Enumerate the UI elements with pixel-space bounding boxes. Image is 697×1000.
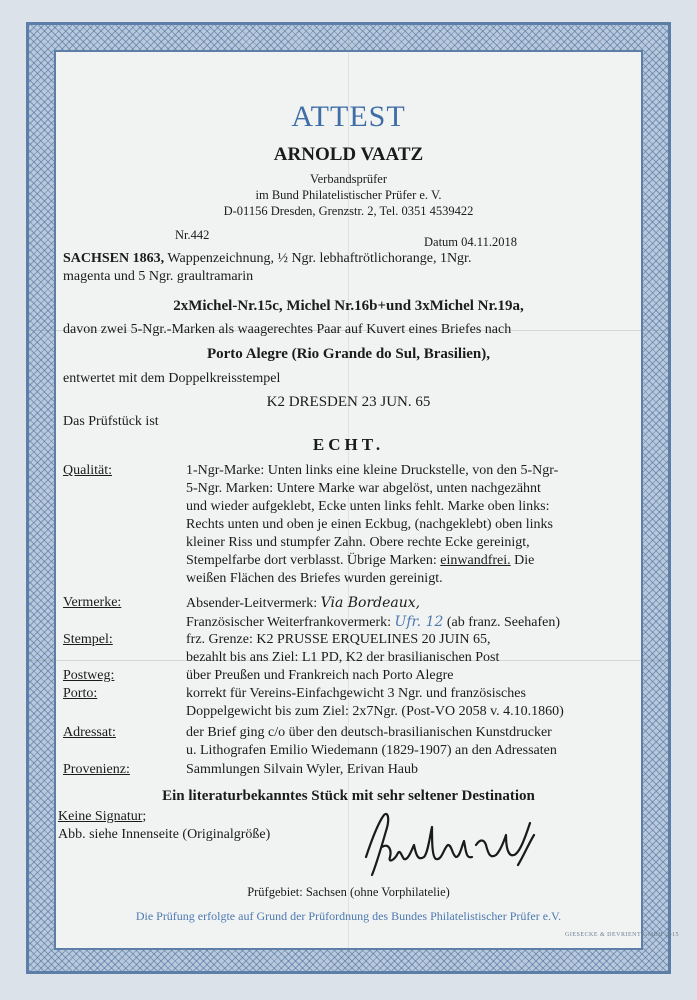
description-line-6: entwertet mit dem Doppelkreisstempel — [63, 371, 281, 386]
certificate-date — [424, 233, 517, 251]
certificate-number — [175, 226, 209, 244]
examination-field: Prüfgebiet: Sachsen (ohne Vorphilatelie) — [247, 885, 450, 899]
quality-label: Qualität: — [63, 463, 112, 478]
quality-line — [186, 552, 534, 570]
notes-routing: Via Bordeaux, — [320, 595, 421, 611]
examiner-role: Verbandsprüfer — [309, 172, 388, 186]
date-label: Datum — [424, 235, 459, 249]
verdict: ECHT. — [312, 435, 385, 454]
route-line: über Preußen und Frankreich nach Porto Alegre — [186, 668, 454, 683]
catalog-numbers: 2xMichel-Nr.15c, Michel Nr.16b+und 3xMichel Nr.19a, — [173, 298, 524, 314]
date-value: 04.11.2018 — [461, 235, 517, 249]
postmark-line: bezahlt bis ans Ziel: L1 PD, K2 der brasilianischen Post — [186, 650, 500, 665]
notes-forwarding-label: Französischer Weiterfrankovermerk: — [186, 615, 392, 630]
notes-sender-label: Absender-Leitvermerk: — [186, 596, 318, 611]
notes-forwarding-mark: Ufr. 12 — [394, 614, 444, 630]
postmark-label: Stempel: — [63, 632, 113, 647]
examiner-address: D-01156 Dresden, Grenzstr. 2, Tel. 0351 4539422 — [223, 204, 474, 218]
provenance-label: Provenienz: — [63, 762, 130, 777]
association: im Bund Philatelistischer Prüfer e. V. — [255, 188, 442, 202]
quality-line-text: Stempelfarbe dort verblasst. Übrige Marken: — [186, 553, 437, 568]
signature-note-punct: ; — [142, 809, 147, 824]
examiner-name: ARNOLD VAATZ — [273, 144, 424, 165]
certificate-title: ATTEST — [291, 100, 406, 133]
quality-line: 1-Ngr-Marke: Unten links eine kleine Druckstelle, von den 5-Ngr- — [186, 463, 559, 478]
illustration-note: Abb. siehe Innenseite (Originalgröße) — [58, 827, 271, 842]
quality-line: Rechts unten und oben je einen Eckbug, (nachgeklebt) oben links — [186, 517, 554, 532]
addressee-line: u. Lithografen Emilio Wiedemann (1829-1907) an den Adressaten — [186, 743, 557, 758]
signature-note — [58, 808, 146, 826]
handwritten-signature — [358, 805, 548, 880]
postmark-line: frz. Grenze: K2 PRUSSE ERQUELINES 20 JUIN 65, — [186, 632, 491, 647]
number-value: 442 — [190, 228, 210, 242]
regulation-footer: Die Prüfung erfolgte auf Grund der Prüfordnung des Bundes Philatelistischer Prüfer e.V. — [135, 909, 562, 923]
verdict-intro: Das Prüfstück ist — [63, 414, 159, 429]
stamp-description: Wappenzeichnung, ½ Ngr. lebhaftrötlichorange, 1Ngr. — [167, 251, 472, 266]
description-line-1 — [63, 250, 471, 268]
postage-label: Porto: — [63, 686, 98, 701]
notes-label: Vermerke: — [63, 595, 122, 610]
destination: Porto Alegre (Rio Grande do Sul, Brasilien), — [206, 346, 491, 362]
quality-line: und wieder aufgeklebt, Ecke unten links fehlt. Marke oben links: — [186, 499, 550, 514]
highlight-statement: Ein literaturbekanntes Stück mit sehr seltener Destination — [162, 788, 535, 804]
notes-line-1 — [186, 594, 420, 613]
number-label: Nr. — [175, 228, 191, 242]
quality-fine: einwandfrei. — [440, 553, 511, 568]
signature-note-text: Keine Signatur — [58, 809, 143, 824]
postage-line: korrekt für Vereins-Einfachgewicht 3 Ngr. und französisches — [186, 686, 526, 701]
quality-line: kleiner Riss und stumpfer Zahn. Obere rechte Ecke gereinigt, — [186, 535, 530, 550]
quality-line: 5-Ngr. Marken: Untere Marke war abgelöst, unten nachgezähnt — [186, 481, 541, 496]
addressee-line: der Brief ging c/o über den deutsch-brasilianischen Kunstdrucker — [186, 725, 552, 740]
description-line-4: davon zwei 5-Ngr.-Marken als waagerechtes Paar auf Kuvert eines Briefes nach — [63, 322, 512, 337]
postage-line: Doppelgewicht bis zum Ziel: 2x7Ngr. (Post-VO 2058 v. 4.10.1860) — [186, 704, 564, 719]
route-label: Postweg: — [63, 668, 115, 683]
description-line-2: magenta und 5 Ngr. graultramarin — [63, 269, 254, 284]
quality-line: weißen Flächen des Briefes wurden gereinigt. — [186, 571, 443, 586]
printer-mark: GIESECKE & DEVRIENT GMBH 2015 — [565, 932, 680, 938]
quality-after: Die — [514, 553, 535, 568]
addressee-label: Adressat: — [63, 725, 116, 740]
notes-forwarding-end: (ab franz. Seehafen) — [446, 615, 560, 630]
signature-stroke — [366, 814, 534, 875]
provenance-line: Sammlungen Silvain Wyler, Erivan Haub — [186, 762, 419, 777]
cancellation: K2 DRESDEN 23 JUN. 65 — [266, 394, 431, 410]
notes-line-2 — [186, 613, 560, 632]
stamp-issue: SACHSEN 1863, — [63, 251, 165, 266]
